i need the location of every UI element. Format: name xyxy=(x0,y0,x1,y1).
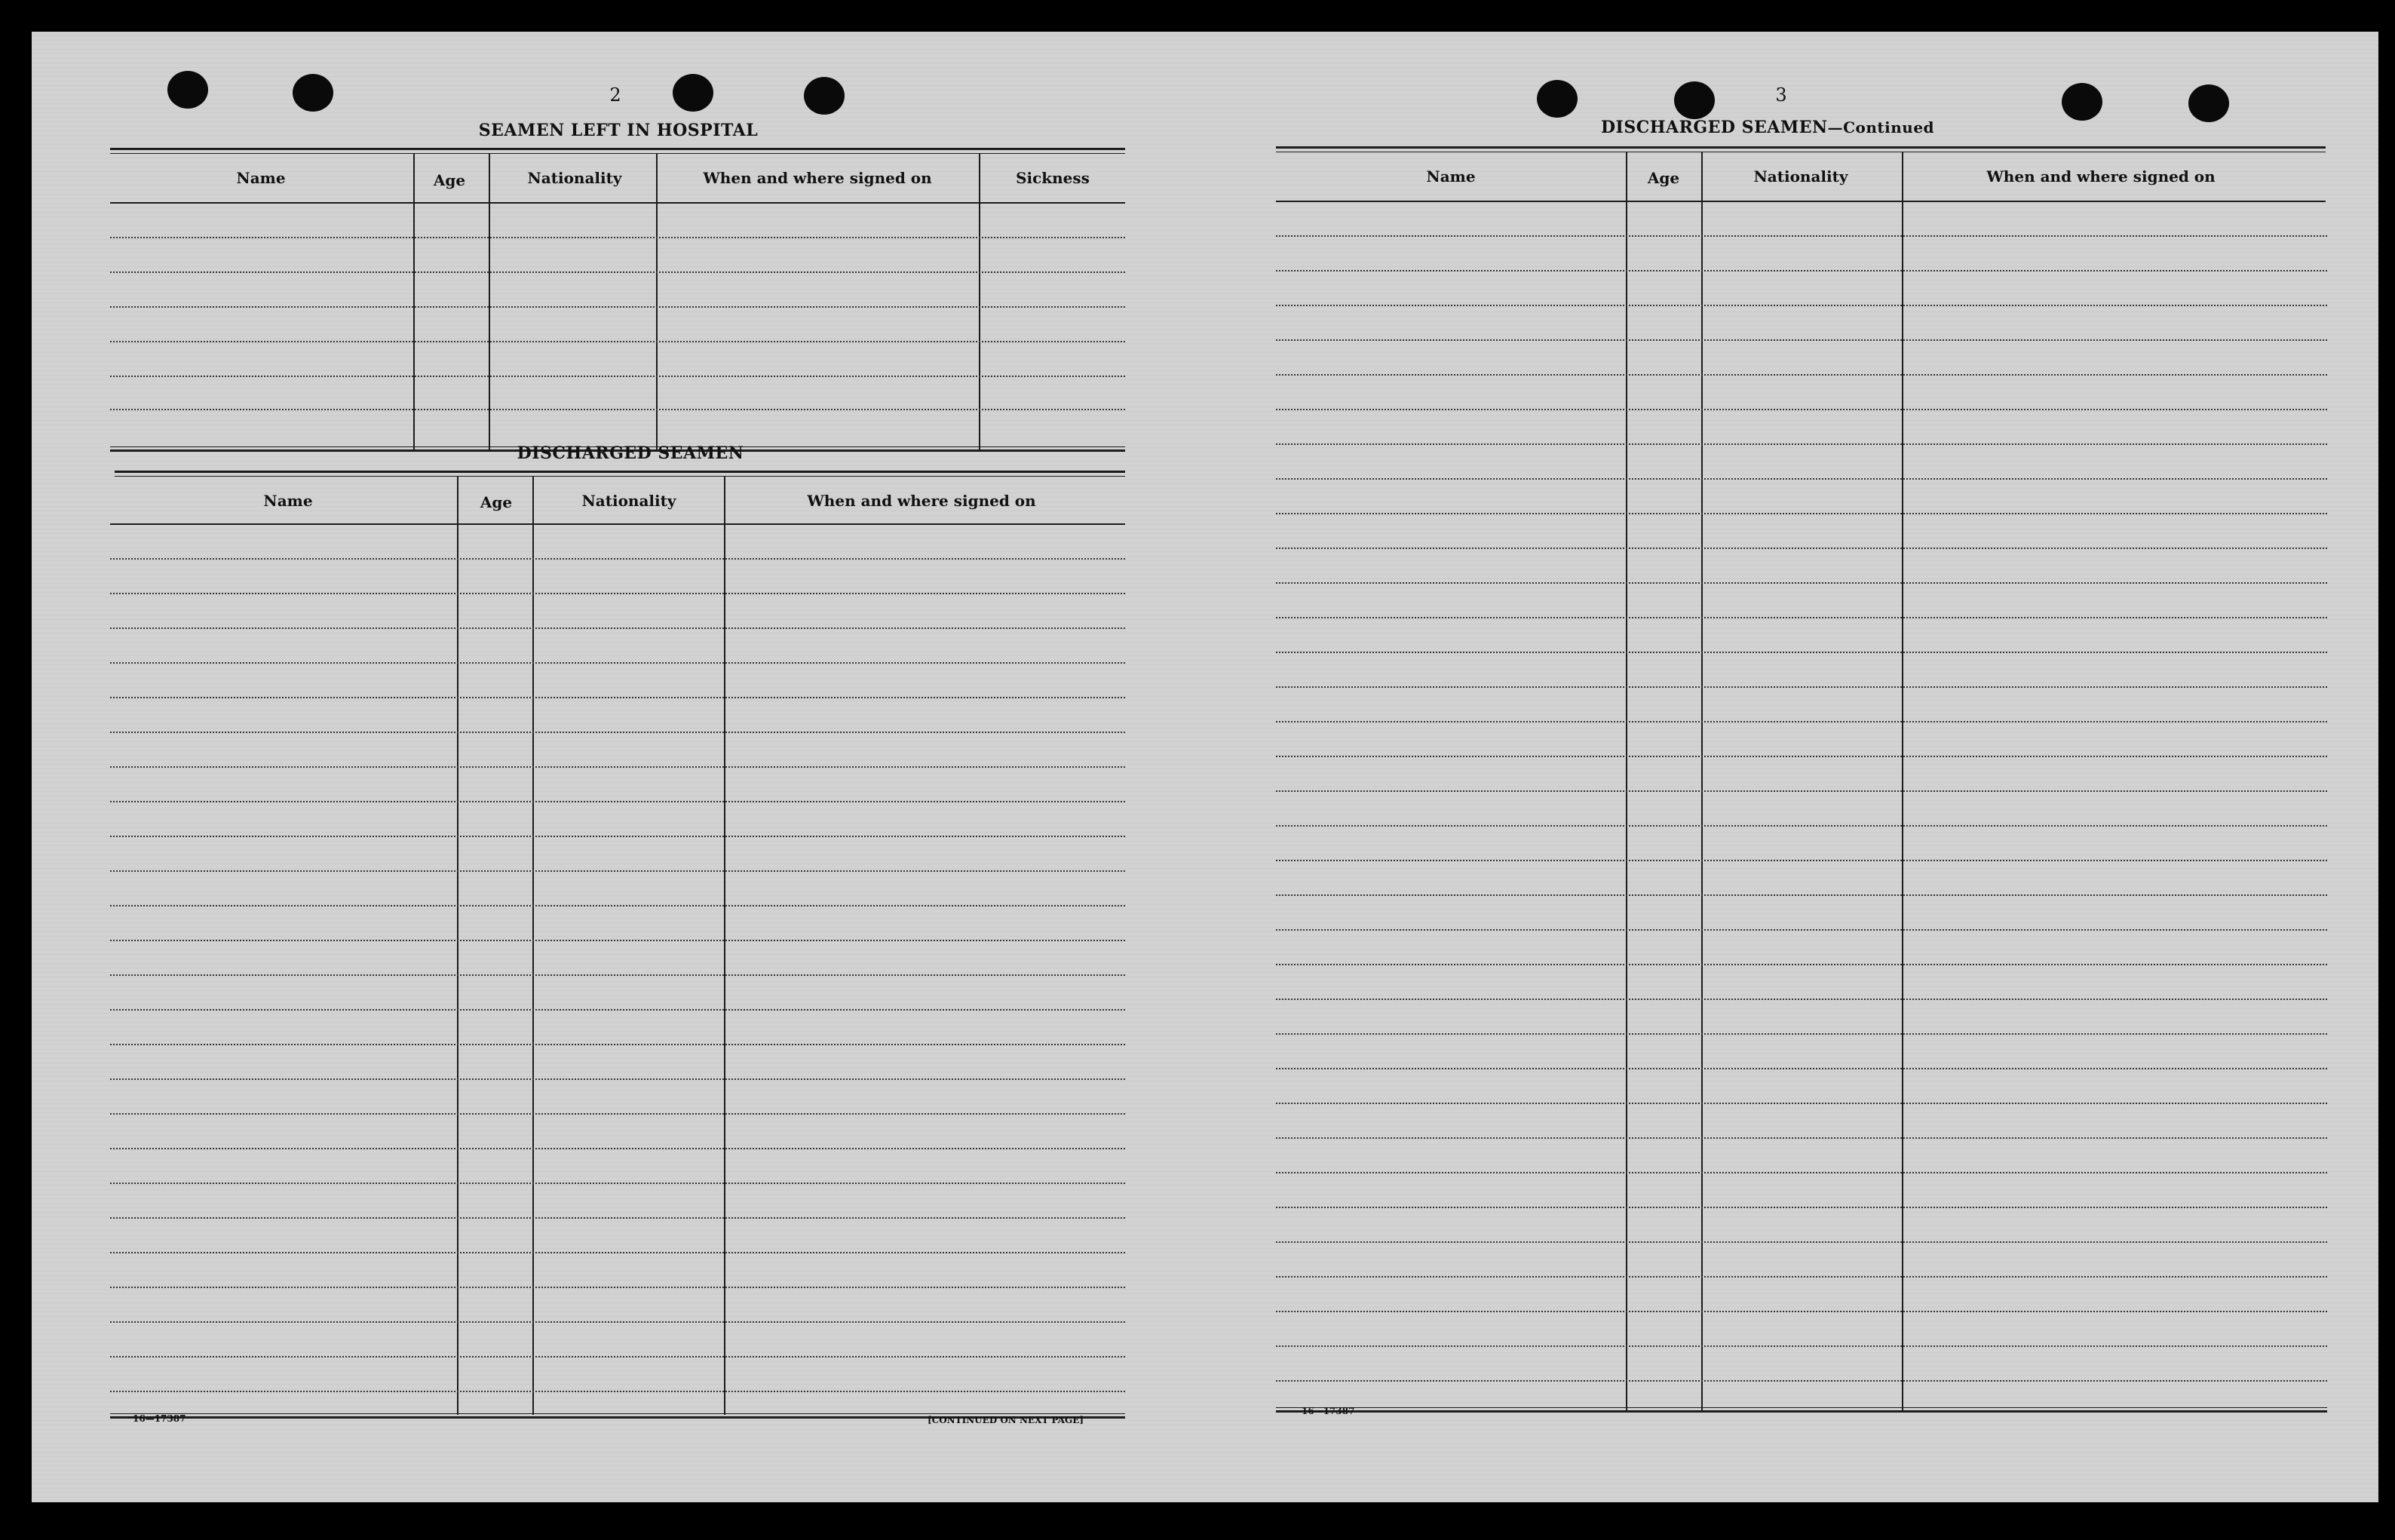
discharged-entry-line xyxy=(110,870,1125,872)
right-entry-line xyxy=(1276,270,2327,271)
right-entry-line xyxy=(1276,1345,2327,1347)
right-entry-line xyxy=(1276,409,2327,410)
hospital-col-name: Name xyxy=(236,169,286,187)
hospital-entry-line xyxy=(110,271,1125,273)
right-top-rule xyxy=(1276,146,2326,149)
punch-hole xyxy=(1537,80,1578,118)
right-entry-line xyxy=(1276,235,2327,237)
discharged-col-divider xyxy=(532,477,534,1415)
discharged-entry-line xyxy=(110,627,1125,629)
right-entry-line xyxy=(1276,582,2327,584)
discharged-entry-line xyxy=(110,732,1125,733)
hospital-col-nationality: Nationality xyxy=(527,169,622,187)
discharged-entry-line xyxy=(110,1321,1125,1323)
right-entry-line xyxy=(1276,1103,2327,1104)
discharged-entry-line xyxy=(110,1148,1125,1149)
right-col-age: Age xyxy=(1647,169,1680,187)
form-number-right: 16—17387 xyxy=(1302,1406,1355,1416)
discharged-cont-section-title xyxy=(1601,118,1934,137)
discharged-entry-line xyxy=(110,1078,1125,1080)
discharged-entry-line xyxy=(110,1044,1125,1045)
discharged-entry-line xyxy=(110,662,1125,664)
hospital-entry-line xyxy=(110,306,1125,308)
hospital-top-rule-thin xyxy=(110,153,1125,154)
discharged-entry-line xyxy=(110,1113,1125,1115)
hospital-col-age: Age xyxy=(433,171,466,189)
right-bottom-rule xyxy=(1276,1407,2327,1408)
discharged-top-rule-thin xyxy=(115,476,1125,477)
right-entry-line xyxy=(1276,1311,2327,1312)
right-col-divider xyxy=(1902,152,1903,1410)
discharged-entry-line xyxy=(110,801,1125,802)
discharged-cont-title: DISCHARGED SEAMEN xyxy=(1600,118,1828,137)
right-entry-line xyxy=(1276,1276,2327,1278)
right-entry-line xyxy=(1276,513,2327,514)
right-entry-line xyxy=(1276,964,2327,965)
discharged-entry-line xyxy=(110,1183,1125,1184)
discharged-entry-line xyxy=(110,1252,1125,1253)
right-entry-line xyxy=(1276,478,2327,480)
right-entry-line xyxy=(1276,1033,2327,1035)
right-entry-line xyxy=(1276,1068,2327,1069)
right-col-divider xyxy=(1701,152,1703,1410)
hospital-col-signed-on: When and where signed on xyxy=(703,169,932,187)
punch-hole xyxy=(167,71,208,109)
right-col-nationality: Nationality xyxy=(1753,167,1848,186)
punch-hole xyxy=(2188,84,2229,122)
discharged-col-age: Age xyxy=(480,493,513,511)
right-entry-line xyxy=(1276,1380,2327,1382)
right-entry-line xyxy=(1276,374,2327,376)
punch-hole xyxy=(2062,83,2102,121)
punch-hole xyxy=(804,77,845,115)
right-entry-line xyxy=(1276,1137,2327,1139)
page-number-left: 2 xyxy=(609,84,621,106)
discharged-col-name: Name xyxy=(263,492,313,510)
right-entry-line xyxy=(1276,756,2327,757)
right-entry-line xyxy=(1276,721,2327,722)
discharged-entry-line xyxy=(110,974,1125,976)
discharged-entry-line xyxy=(110,1009,1125,1011)
right-col-divider xyxy=(1626,152,1627,1410)
punch-hole xyxy=(293,74,333,112)
discharged-entry-line xyxy=(110,1217,1125,1219)
hospital-section-title: SEAMEN LEFT IN HOSPITAL xyxy=(478,121,759,140)
right-entry-line xyxy=(1276,790,2327,792)
right-entry-line xyxy=(1276,1207,2327,1208)
hospital-header-rule xyxy=(110,202,1125,204)
discharged-entry-line xyxy=(110,1287,1125,1288)
right-entry-line xyxy=(1276,339,2327,341)
right-entry-line xyxy=(1276,305,2327,306)
right-bottom-rule-thick xyxy=(1276,1410,2327,1413)
right-entry-line xyxy=(1276,929,2327,931)
right-entry-line xyxy=(1276,686,2327,688)
discharged-col-divider xyxy=(724,477,725,1415)
punch-hole xyxy=(1674,81,1715,119)
right-entry-line xyxy=(1276,894,2327,896)
right-entry-line xyxy=(1276,1241,2327,1243)
continued-note: [CONTINUED ON NEXT PAGE] xyxy=(928,1415,1084,1425)
discharged-bottom-rule xyxy=(110,1413,1125,1414)
discharged-entry-line xyxy=(110,766,1125,768)
right-col-signed-on: When and where signed on xyxy=(1986,167,2216,186)
discharged-col-divider xyxy=(457,477,458,1415)
right-entry-line xyxy=(1276,860,2327,861)
form-number-left: 16—17387 xyxy=(133,1413,186,1424)
discharged-entry-line xyxy=(110,1356,1125,1357)
discharged-entry-line xyxy=(110,836,1125,837)
right-entry-line xyxy=(1276,443,2327,445)
hospital-entry-line xyxy=(110,409,1125,410)
right-col-name: Name xyxy=(1426,167,1476,186)
discharged-entry-line xyxy=(110,1391,1125,1392)
hospital-col-divider xyxy=(979,154,980,449)
hospital-col-divider xyxy=(656,154,658,449)
right-header-rule xyxy=(1276,201,2326,202)
hospital-entry-line xyxy=(110,237,1125,238)
discharged-entry-line xyxy=(110,593,1125,594)
hospital-col-divider xyxy=(413,154,415,449)
right-entry-line xyxy=(1276,825,2327,827)
right-entry-line xyxy=(1276,652,2327,653)
punch-hole xyxy=(673,74,713,112)
hospital-entry-line xyxy=(110,341,1125,342)
right-entry-line xyxy=(1276,548,2327,549)
discharged-entry-line xyxy=(110,558,1125,560)
discharged-section-title: DISCHARGED SEAMEN xyxy=(517,443,744,463)
page-number-right: 3 xyxy=(1775,84,1787,106)
discharged-col-nationality: Nationality xyxy=(581,492,676,510)
discharged-entry-line xyxy=(110,905,1125,907)
right-entry-line xyxy=(1276,999,2327,1000)
right-entry-line xyxy=(1276,617,2327,618)
hospital-col-divider xyxy=(489,154,490,449)
discharged-entry-line xyxy=(110,940,1125,941)
right-entry-line xyxy=(1276,1172,2327,1173)
discharged-col-signed-on: When and where signed on xyxy=(807,492,1036,510)
hospital-top-rule xyxy=(110,148,1125,150)
discharged-top-rule xyxy=(115,471,1125,473)
hospital-entry-line xyxy=(110,376,1125,377)
discharged-entry-line xyxy=(110,697,1125,698)
form-sheet xyxy=(32,32,2378,1502)
continued-suffix: —Continued xyxy=(1827,118,1935,137)
hospital-col-sickness: Sickness xyxy=(1016,169,1090,187)
discharged-header-rule xyxy=(110,523,1125,525)
